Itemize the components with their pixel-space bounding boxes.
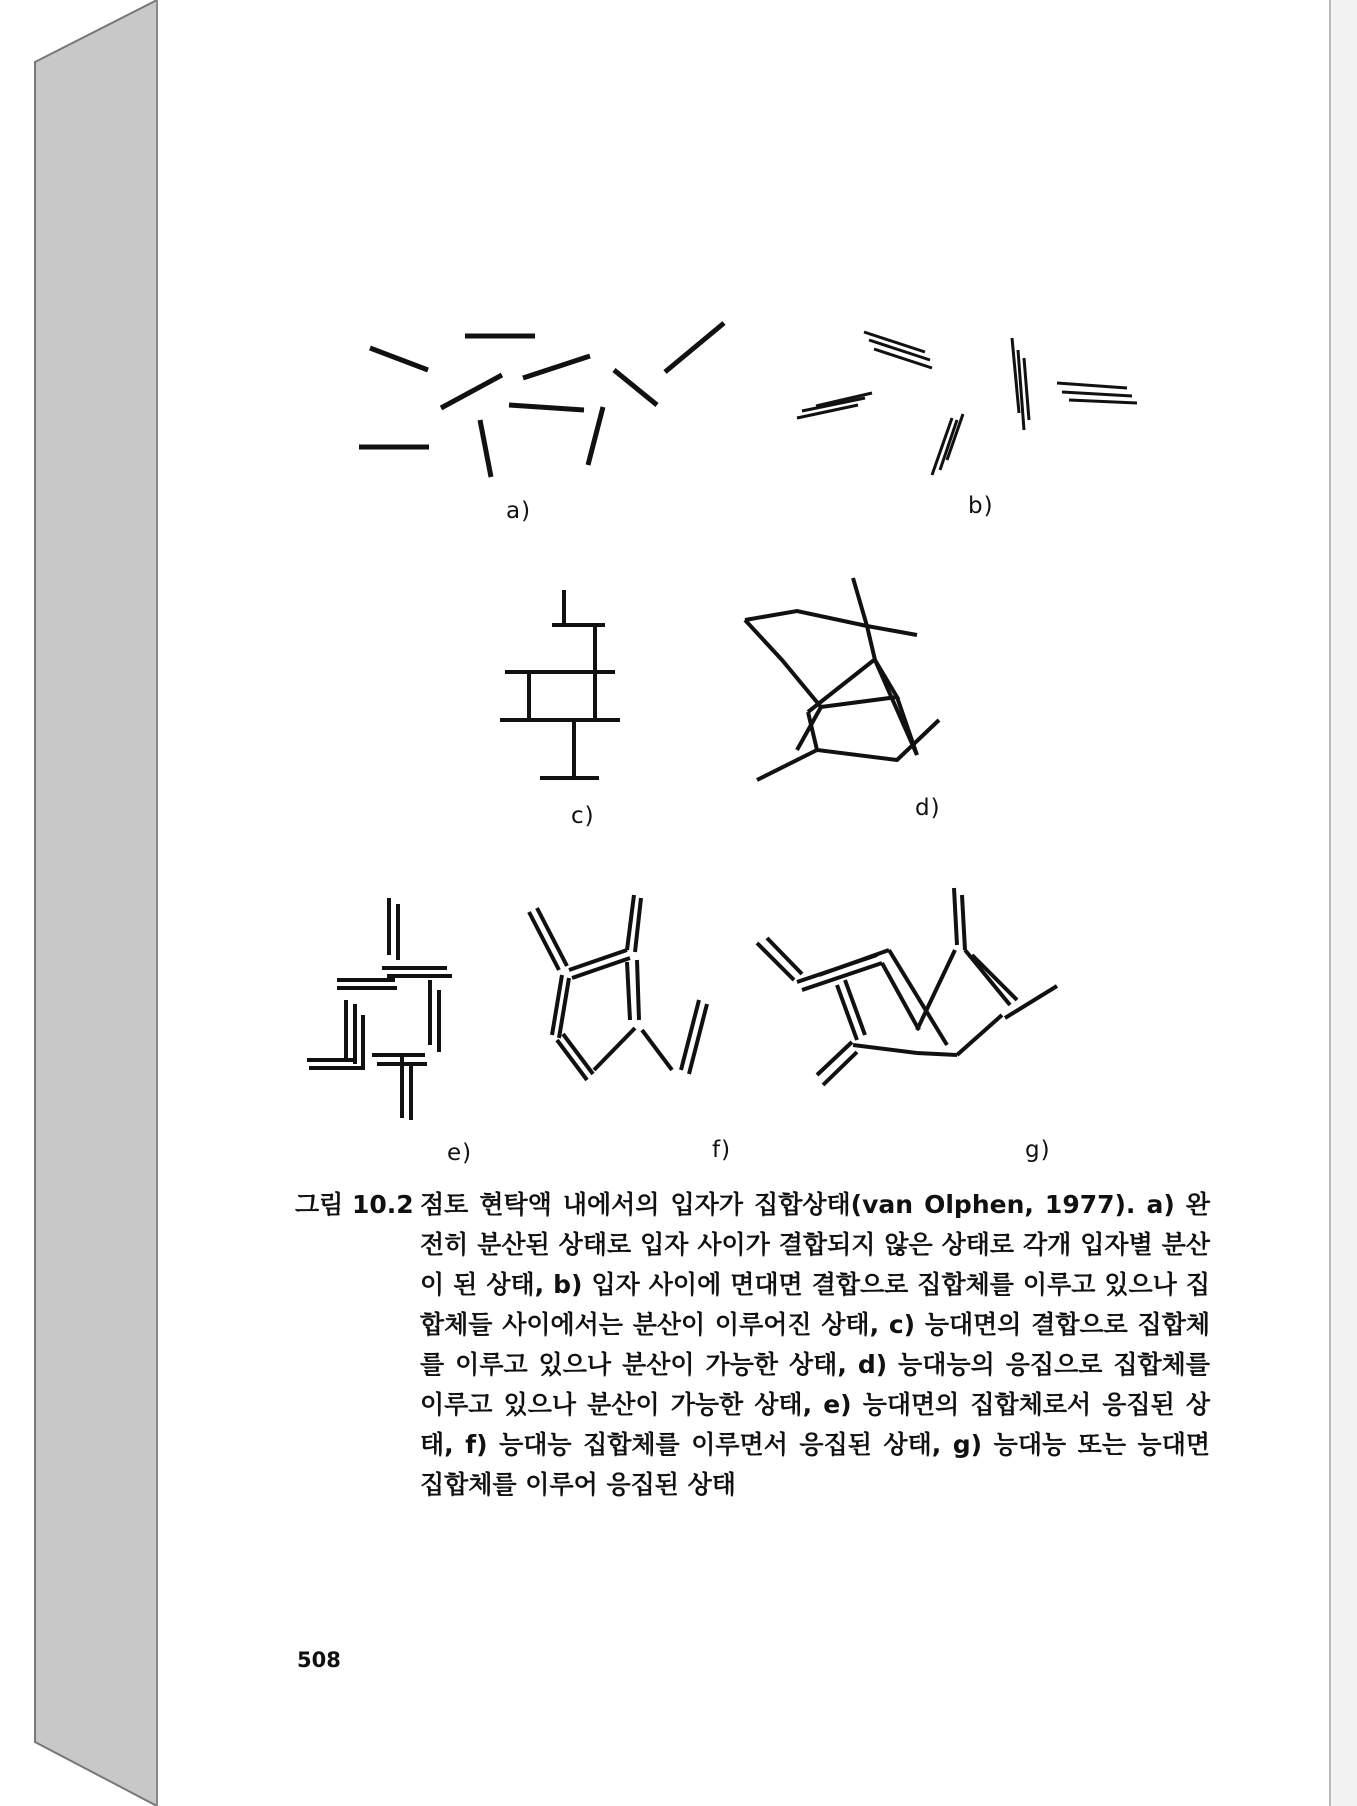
panel-label-d: d) (915, 795, 941, 821)
panel-label-e: e) (447, 1140, 473, 1166)
figure-clay-particle-associations (157, 0, 1357, 1806)
figure-number: 그림 10.2 (295, 1190, 414, 1219)
panel-label-b: b) (968, 493, 994, 519)
panel-b-face-to-face-aggregates (797, 332, 1137, 475)
panel-label-a: a) (506, 498, 532, 524)
figure-caption (295, 1185, 1357, 1505)
panel-label-f: f) (712, 1137, 732, 1163)
panel-label-g: g) (1025, 1137, 1051, 1163)
panel-g-mixed-flocculated (757, 888, 1057, 1085)
panel-label-c: c) (571, 803, 595, 829)
panel-f-edge-to-edge-flocculated (529, 895, 707, 1080)
panel-c-edge-to-face-aggregate (500, 590, 620, 778)
panel-a-dispersed-particles (359, 323, 724, 477)
book-page (157, 0, 1357, 1806)
panel-e-edge-to-face-flocculated (307, 898, 452, 1120)
page-number: 508 (297, 1648, 341, 1672)
panel-d-edge-to-edge-aggregate (745, 578, 939, 780)
caption-text: 점토 현탁액 내에서의 입자가 집합상태(van Olphen, 1977). a) 완전히 분산된 상태로 입자 사이가 결합되지 않은 상태로 각개 입자별 분산이 된 상태, b) 입자 사이에 면대면 결합으로 집합체를 이루고 있으나 집합체들 사이에서는 분산이 이루어진 상태, c) 능대면의 결합으로 집합체를 이루고 있으나 분산이 가능한 상태, d) 능대능의 응집으로 집합체를 이루고 있으나 분산이 가능한 상태, e) 능대면의 집합체로서 응집된 상태, f) 능대능 집합체를 이루면서 응집된 상태, g) 능대능 또는 능대면 집합체를 이루어 응집된 상태 (420, 1190, 1210, 1499)
